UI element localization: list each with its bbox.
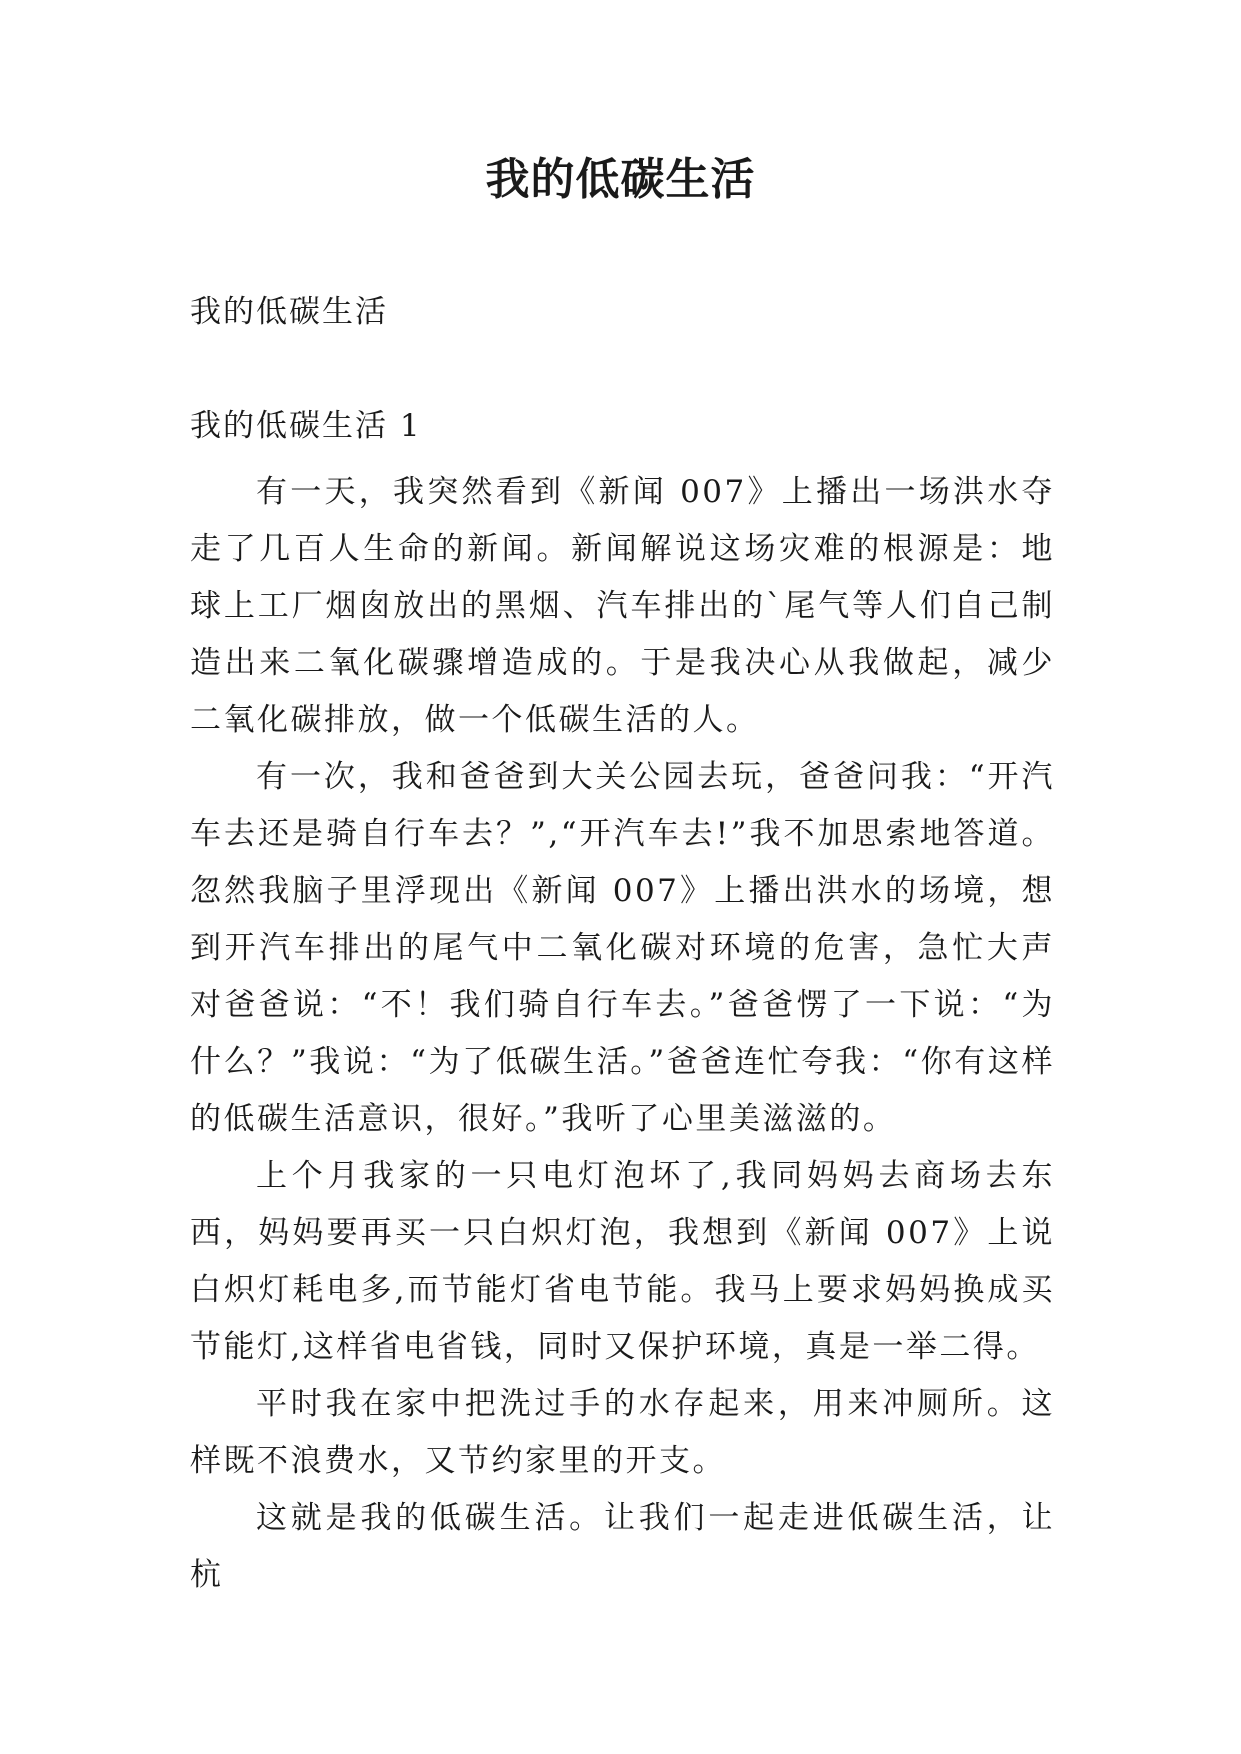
document-title: 我的低碳生活 — [485, 154, 756, 205]
paragraph: 上个月我家的一只电灯泡坏了,我同妈妈去商场去东西，妈妈要再买一只白炽灯泡，我想到《新闻 007》上说白炽灯耗电多,而节能灯省电节能。我马上要求妈妈换成买节能灯,这样省电省钱，同时又保护环境，真是一举二得。 — [190, 1158, 1055, 1365]
article-body — [190, 464, 1055, 1604]
paragraph: 平时我在家中把洗过手的水存起来，用来冲厕所。这样既不浪费水，又节约家里的开支。 — [190, 1386, 1055, 1479]
paragraph: 有一次，我和爸爸到大关公园去玩，爸爸问我：“开汽车去还是骑自行车去？”,“开汽车去!”我不加思索地答道。忽然我脑子里浮现出《新闻 007》上播出洪水的场境，想到开汽车排出的尾气中二氧化碳对环境的危害，急忙大声对爸爸说：“不！我们骑自行车去。”爸爸愣了一下说：“为什么？”我说：“为了低碳生活。”爸爸连忙夸我：“你有这样的低碳生活意识，很好。”我听了心里美滋滋的。 — [190, 759, 1055, 1137]
document-subtitle: 我的低碳生活 — [190, 294, 388, 330]
paragraph: 这就是我的低碳生活。让我们一起走进低碳生活，让杭 — [190, 1500, 1055, 1593]
paragraph: 有一天，我突然看到《新闻 007》上播出一场洪水夺走了几百人生命的新闻。新闻解说这场灾难的根源是：地球上工厂烟囱放出的黑烟、汽车排出的`尾气等人们自己制造出来二氧化碳骤增造成的。于是我决心从我做起，减少二氧化碳排放，做一个低碳生活的人。 — [190, 474, 1055, 738]
section-heading: 我的低碳生活 1 — [190, 408, 422, 444]
